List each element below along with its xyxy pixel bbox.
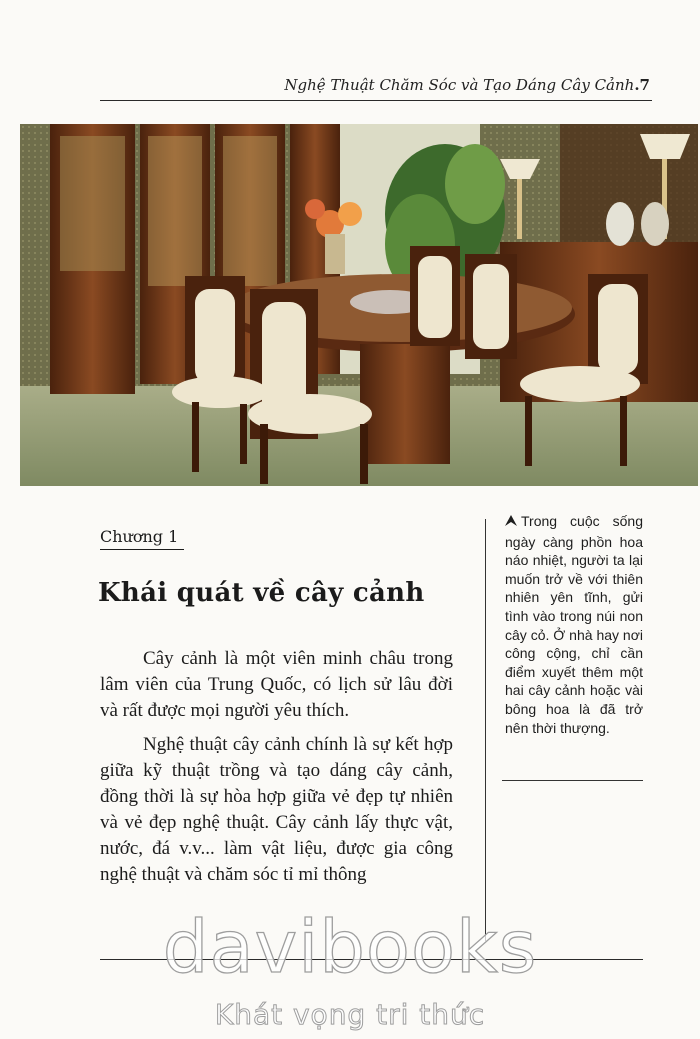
paragraph: Cây cảnh là một viên minh châu trong lâm viên của Trung Quốc, có lịch sử lâu đời và rất được mọi người yêu thích. bbox=[100, 648, 453, 721]
side-note-rule bbox=[502, 780, 643, 781]
watermark-tagline: Khát vọng tri thức bbox=[214, 998, 486, 1031]
running-title: Nghệ Thuật Chăm Sóc và Tạo Dáng Cây Cảnh bbox=[284, 76, 635, 94]
body-text bbox=[100, 646, 453, 896]
paragraph: Nghệ thuật cây cảnh chính là sự kết hợp giữa kỹ thuật trồng và tạo dáng cây cảnh, đồng thời là sự hòa hợp giữa vẻ đẹp tự nhiên và vẻ đẹp nghệ thuật. Cây cảnh lấy thực vật, nước, đá v.v... làm vật liệu, được gia công nghệ thuật và chăm sóc tỉ mỉ thông bbox=[100, 734, 453, 885]
chapter-underline bbox=[100, 549, 184, 550]
dining-room-photo bbox=[20, 124, 698, 486]
watermark-brand: davibooks bbox=[162, 905, 538, 989]
sidebar-divider bbox=[485, 519, 486, 941]
chapter-label: Chương 1 bbox=[100, 527, 179, 546]
side-note bbox=[505, 512, 643, 737]
side-note-text: Trong cuộc sống ngày càng phồn hoa náo nhiệt, người ta lại muốn trở về với thiên nhiên yên tĩnh, gửi tình vào trong núi non cây cỏ. Ở nhà hay nơi công cộng, chỉ cần điểm xuyết thêm một hai cây cảnh hoặc vài bông hoa là đã trở nên thời thượng. bbox=[505, 513, 643, 736]
header-rule bbox=[100, 100, 652, 101]
running-header bbox=[284, 76, 650, 94]
chapter-title: Khái quát về cây cảnh bbox=[98, 578, 425, 608]
triangle-bullet-icon bbox=[505, 514, 517, 533]
page-number: .7 bbox=[634, 76, 650, 94]
